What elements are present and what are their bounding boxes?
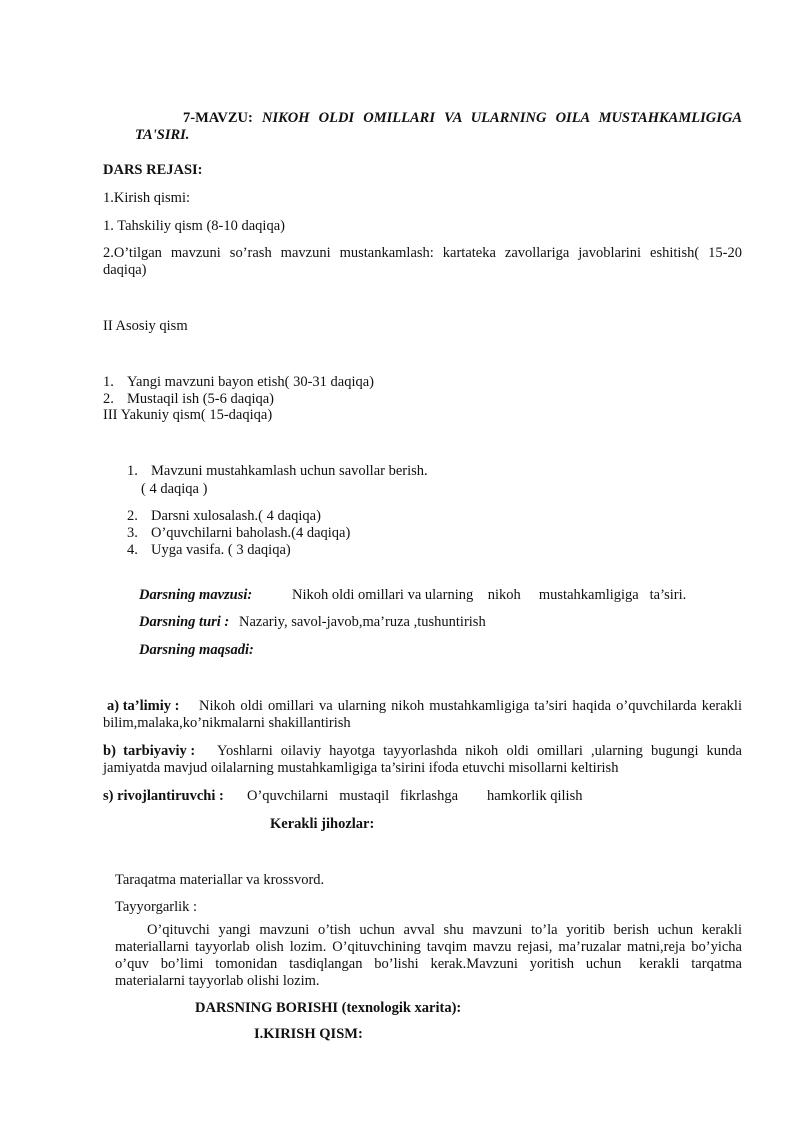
main-part-heading: II Asosiy qism (103, 318, 188, 334)
goal-s-value: O’quvchilarni mustaqil fikrlashga hamkorlik qilish (247, 788, 583, 804)
intro-item-1: 1. Tahskiliy qism (8-10 daqiqa) (103, 218, 285, 234)
final-item-3-num: 3. (127, 525, 138, 541)
goal-a-label: a) ta’limiy : (107, 698, 180, 714)
main-item-1-text: Yangi mavzuni bayon etish( 30-31 daqiqa) (127, 374, 374, 390)
section-heading: I.KIRISH QISM: (254, 1026, 363, 1042)
goal-b-label: b) tarbiyaviy : (103, 743, 196, 759)
final-item-3-text: O’quvchilarni baholash.(4 daqiqa) (151, 525, 351, 541)
materials-text: Taraqatma materiallar va krossvord. (115, 872, 325, 888)
lesson-topic-label: Darsning mavzusi: (139, 587, 253, 603)
equipment-heading: Kerakli jihozlar: (270, 816, 375, 832)
goal-a-line2: bilim,malaka,ko’nikmalarni shakillantirish (103, 715, 351, 731)
final-item-4-text: Uyga vasifa. ( 3 daqiqa) (151, 542, 291, 558)
main-item-1-num: 1. (103, 374, 114, 390)
goal-s-label: s) rivojlantiruvchi : (103, 788, 224, 804)
final-item-1-text: Mavzuni mustahkamlash uchun savollar berish. (151, 463, 428, 479)
lesson-topic-value: Nikoh oldi omillari va ularning nikoh mustahkamligiga ta’siri. (292, 587, 687, 603)
goal-b-line1: Yoshlarni oilaviy hayotga tayyorlashda nikoh oldi omillari ,ularning bugungi kunda (217, 743, 742, 759)
intro-item-2-line2: daqiqa) (103, 262, 147, 278)
preparation-line1: O’qituvchi yangi mavzuni o’tish uchun avval shu mavzuni to’la yoritib berish uchun kerakli (147, 922, 742, 938)
topic-title-line2: TA'SIRI. (135, 127, 190, 143)
progress-heading: DARSNING BORISHI (texnologik xarita): (195, 1000, 462, 1016)
intro-item-2-line1: 2.O’tilgan mavzuni so’rash mavzuni mustankamlash: kartateka zavollariga javoblarini eshitish( 15-20 (103, 245, 742, 261)
goal-a-line1: Nikoh oldi omillari va ularning nikoh mustahkamligiga ta’siri haqida o’quvchilarda kerakli (199, 698, 742, 714)
main-item-2-text: Mustaqil ish (5-6 daqiqa) (127, 391, 274, 407)
topic-title-line1: NIKOH OLDI OMILLARI VA ULARNING OILA MUSTAHKAMLIGIGA (262, 110, 742, 126)
final-item-2-num: 2. (127, 508, 138, 524)
final-item-4-num: 4. (127, 542, 138, 558)
topic-number: 7-MAVZU: (183, 110, 253, 126)
lesson-type-value: Nazariy, savol-javob,ma’ruza ,tushuntirish (239, 614, 486, 630)
plan-heading: DARS REJASI: (103, 162, 203, 178)
main-item-2-num: 2. (103, 391, 114, 407)
lesson-type-label: Darsning turi : (139, 614, 230, 630)
final-item-2-text: Darsni xulosalash.( 4 daqiqa) (151, 508, 321, 524)
preparation-label: Tayyorgarlik : (115, 899, 198, 915)
intro-heading: 1.Kirish qismi: (103, 190, 191, 206)
final-part-heading: III Yakuniy qism( 15-daqiqa) (103, 407, 273, 423)
lesson-goal-label: Darsning maqsadi: (139, 642, 254, 658)
final-item-1-cont: ( 4 daqiqa ) (141, 481, 208, 497)
final-item-1-num: 1. (127, 463, 138, 479)
preparation-line2: materiallarni tayyorlab olish lozim. O’qituvchining tavqim mavzu rejasi, ma’ruzalar matni,reja bo’yicha (115, 939, 742, 955)
goal-b-line2: jamiyatda mavjud oilalarning mustahkamligiga ta’sirini ifoda etuvchi misollarni keltirish (103, 760, 619, 776)
preparation-line4: materialarni tayyorlab olishi lozim. (115, 973, 320, 989)
preparation-line3: o’quv bo’limi tomonidan tasdiqlangan bo’lishi kerak.Mavzuni yoritish uchun kerakli tarqatma (115, 956, 742, 972)
